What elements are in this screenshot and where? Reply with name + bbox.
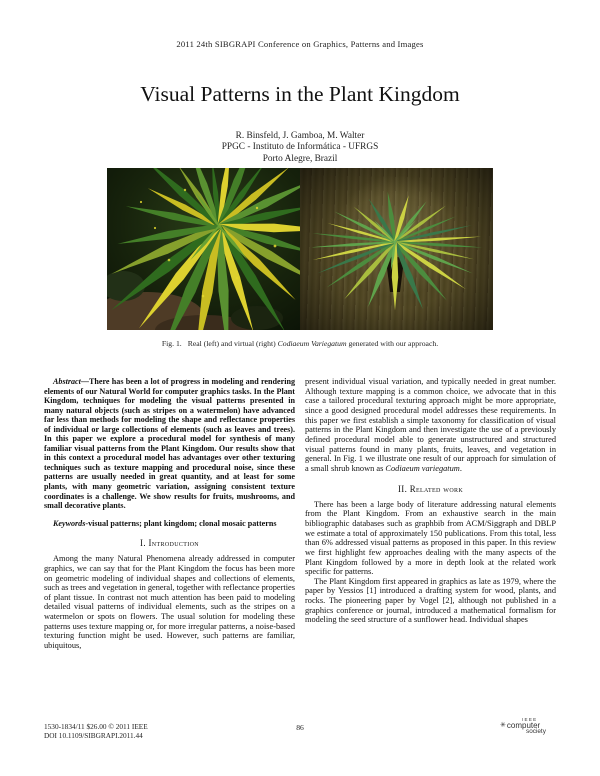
introduction-paragraph: Among the many Natural Phenomena already addressed in computer graphics, we can say that for the Plant Kingdom the focus has been more on geometric modeling of individual shapes and collections of elements, such as trees and vegetation in general, together with reflectance properties of plant tissue. In contrast not much attention has been paid to modeling detailed visual patterns of individual elements, such as the stripes on a watermelon or spots on flowers. The usual solution for modeling these patterns uses texture mapping or, for more irregular patterns, a noise-based texturing function might be used. However, such patterns are familiar, ubiquitous, <box>44 554 295 651</box>
society-label: society <box>526 728 546 735</box>
related-work-paragraph-2: The Plant Kingdom first appeared in graphics as late as 1979, where the paper by Yessios [1] introduced a drafting system for wood, plants, and rocks. The pioneering paper by Vogel [2], although not published in a graphics conference or journal, introduced a mathematical formalism for modeling the seed structure of a sunflower head. Individual shapes <box>305 576 556 625</box>
figure-caption-species: Codiaeum Variegatum <box>277 339 347 348</box>
figure-caption <box>107 339 493 348</box>
left-column <box>44 377 295 710</box>
ieee-label: IEEE <box>522 717 538 722</box>
related-work-paragraph-1: There has been a large body of literature addressing natural elements from the Plant Kingdom. From an exhaustive search in the main bibliographic databases such as graphbib from ACM/Siggraph and DBLP we estimate a total of approximately 150 publications. From this total, less than 6% addressed visual patterns as proposed in this paper. In this review we first highlight few approaches dealing with the many aspects of the Plant Kingdom followed by a more in depth look at the related work specific for patterns. <box>305 499 556 577</box>
paper-title: Visual Patterns in the Plant Kingdom <box>140 82 460 106</box>
keywords-lead: Keywords <box>53 518 86 528</box>
virtual-plant-render <box>300 168 493 330</box>
abstract-lead: Abstract— <box>53 377 89 386</box>
page-number: 86 <box>296 723 304 732</box>
section-heading-related-work: II. Related work <box>397 483 464 494</box>
doi-line: DOI 10.1109/SIBGRAPI.2011.44 <box>44 731 143 741</box>
figure-caption-text-pre: Real (left) and virtual (right) <box>187 339 278 348</box>
body-columns <box>44 377 556 710</box>
virtual-plant-image <box>300 168 493 330</box>
figure-caption-text-post: generated with our approach. <box>346 339 439 348</box>
authors-block <box>0 131 600 165</box>
location-line: Porto Alegre, Brazil <box>262 153 338 164</box>
introduction-paragraph-continued <box>305 377 556 474</box>
gear-icon: ✳ <box>500 722 506 729</box>
abstract-text: There has been a lot of progress in modeling and rendering elements of our Natural World for computer graphics tasks. In the Plant Kingdom, techniques for modeling the visual patterns presented in many natural objects (such as stripes on a watermelon) have advanced far less than methods for modeling the shape and reflectance properties of individual or large collections of elements (such as leaves and trees). In this paper we explore a procedural model for synthesis of many familiar visual patterns from the Plant Kingdom. Our results show that in this context a procedural model has advantages over other texturing techniques such as texture mapping and procedural noise, since these patterns are usually needed in great quantity, and at least for some plants, with many geometric variation, assigning consistent texture coordinates is a challenge. We show results for fruits, mushrooms, and small decorative plants. <box>44 377 295 511</box>
figure-caption-label: Fig. 1. <box>161 339 182 348</box>
keywords-paragraph <box>44 519 295 529</box>
introduction-continued-text: present individual visual variation, and typically needed in great number. Although texture mapping is a common choice, we advocate that in this case a tailored procedural texturing approach might be more appropriate, since a good designed procedural model addresses these requirements. In this paper we first establish a simple taxonomy for classification of visual patterns in the Plant Kingdom and then investigate the use of a previously defined procedural model able to generate unstructured and structured visual patterns found in many plants, fruits, leaves, and vegetation in general. In Fig. 1 we illustrate one result of our approach for simulation of a small shrub known as <box>305 377 556 473</box>
section-heading-introduction: I. Introduction <box>140 538 199 549</box>
authors-line: R. Binsfeld, J. Gamboa, M. Walter <box>235 131 365 141</box>
virtual-plant-leaves <box>310 192 482 311</box>
real-plant-image <box>107 168 300 330</box>
real-plant-photo <box>107 168 300 330</box>
keywords-text: -visual patterns; plant kingdom; clonal mosaic patterns <box>85 518 277 528</box>
figure-1-images <box>107 168 493 330</box>
computer-label: computer <box>506 721 541 730</box>
right-column <box>305 377 556 710</box>
figure-1 <box>107 168 493 348</box>
conference-header: 2011 24th SIBGRAPI Conference on Graphics, Patterns and Images <box>176 39 424 49</box>
affiliation-line: PPGC - Instituto de Informática - UFRGS <box>221 142 379 153</box>
species-name-italic: Codiaeum variegatum <box>385 463 460 473</box>
ieee-computer-society-logo <box>500 717 562 735</box>
introduction-continued-period: . <box>459 463 462 473</box>
copyright-line: 1530-1834/11 $26.00 © 2011 IEEE <box>44 722 148 731</box>
abstract-paragraph <box>44 377 295 511</box>
